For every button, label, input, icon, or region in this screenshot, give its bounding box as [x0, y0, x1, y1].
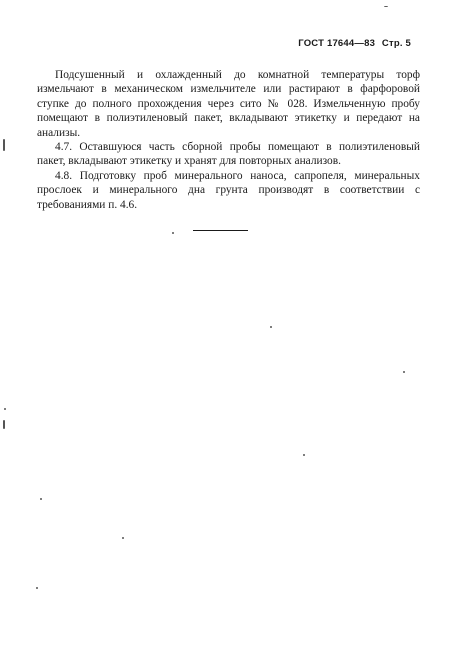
scan-speck [172, 232, 174, 234]
paragraph-peat-grinding: Подсушенный и охлажденный до комнатной температуры торф измельчают в механическом измельчителе или растирают в фарфоровой ступке до полного прохождения через сито № 028. Измельченную пробу помещают в полиэтиленовый пакет, вкладывают этикетку и передают на анализы. [37, 69, 420, 139]
page-number: Стр. 5 [381, 38, 411, 49]
scan-speck [122, 537, 124, 539]
scan-speck [3, 139, 5, 151]
page-header [298, 38, 411, 49]
paragraph-4-7: 4.7. Оставшуюся часть сборной пробы помещают в полиэтиленовый пакет, вкладывают этикетку и хранят для повторных анализов. [37, 141, 420, 168]
document-body [37, 68, 420, 212]
scan-speck [40, 498, 42, 500]
scan-speck [270, 326, 272, 328]
paragraph-4-8: 4.8. Подготовку проб минерального наноса, сапропеля, минеральных прослоек и минерального дна грунта производят в соответствии с требованиями п. 4.6. [37, 169, 420, 211]
scan-speck [4, 408, 6, 410]
standard-number: ГОСТ 17644—83 [298, 38, 376, 49]
end-of-text-rule [193, 230, 248, 231]
scan-speck [36, 587, 38, 589]
scan-speck [384, 6, 388, 7]
scan-speck [403, 371, 405, 373]
scan-speck [3, 420, 5, 429]
scan-speck [303, 454, 305, 456]
